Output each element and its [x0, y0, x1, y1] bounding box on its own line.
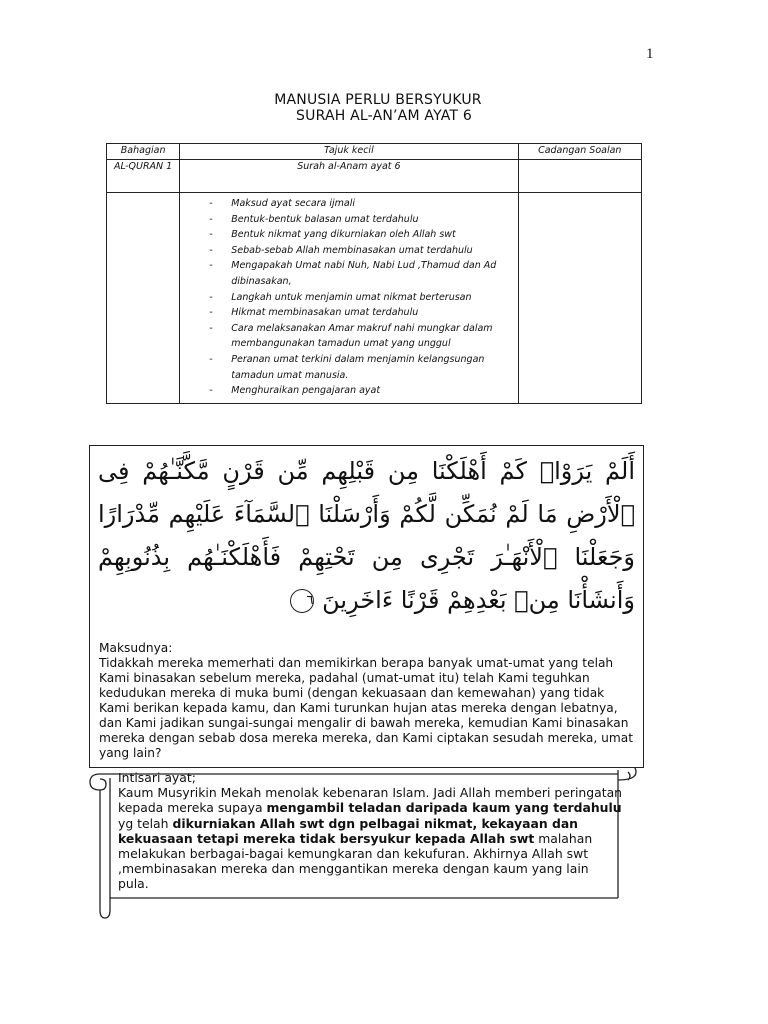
points-cell [180, 193, 518, 404]
intisari-bold-1: mengambil teladan daripada kaum yang terdahulu [266, 800, 622, 816]
list-item: - Sebab-sebab Allah membinasakan umat terdahulu [209, 243, 514, 259]
intisari-text-2: yg telah [118, 815, 173, 831]
header-bahagian: Bahagian [107, 144, 180, 160]
question-cell-empty [518, 193, 641, 404]
list-item: - Mengapakah Umat nabi Nuh, Nabi Lud ,Thamud dan Ad dibinasakan, [209, 258, 514, 289]
table-row [107, 160, 642, 193]
intisari-text-3: malahan melakukan berbagai-bagai kemungkaran dan kekufuran. Akhirnya Allah swt ,membinasakan mereka dan menggantikan mereka dengan kaum yang lain pula. [118, 830, 593, 892]
intisari-label: Intisari ayat; [118, 770, 196, 785]
section-cell-empty [107, 193, 180, 404]
arabic-text: أَلَمْ يَرَوْا۟ كَمْ أَهْلَكْنَا مِن قَبْلِهِم مِّن قَرْنٍ مَّكَّنَّـٰهُمْ فِى ٱلْأَرْضِ مَا لَمْ نُمَكِّن لَّكُمْ وَأَرْسَلْنَا ٱلسَّمَآءَ عَلَيْهِم مِّدْرَارًا وَجَعَلْنَا ٱلْأَنْهَـٰرَ تَجْرِى مِن تَحْتِهِمْ فَأَهْلَكْنَـٰهُم بِذُنُوبِهِمْ وَأَنشَأْنَا مِنۢ بَعْدِهِمْ قَرْنًا ءَاخَرِينَ [98, 457, 635, 614]
list-item: - Bentuk-bentuk balasan umat terdahulu [209, 212, 514, 228]
intisari-paragraph [118, 785, 623, 891]
subtitle-cell: Surah al-Anam ayat 6 [180, 160, 518, 193]
list-item: - Menghuraikan pengajaran ayat [209, 383, 514, 399]
page-title: MANUSIA PERLU BERSYUKUR [274, 92, 482, 108]
header-tajuk-kecil: Tajuk kecil [180, 144, 518, 160]
section-cell: AL-QURAN 1 [107, 160, 180, 193]
verse-meaning [99, 641, 634, 761]
question-cell [518, 160, 641, 193]
meaning-text: Tidakkah mereka memerhati dan memikirkan berapa banyak umat-umat yang telah Kami binasakan sebelum mereka, padahal (umat-umat itu) telah Kami teguhkan kedudukan mereka di muka bumi (dengan kekuasaan dan kemewahan) yang tidak Kami berikan kepada kamu, dan Kami turunkan hujan atas mereka dengan lebatnya, dan Kami jadikan sungai-sungai mengalir di bawah mereka, kemudian Kami binasakan mereka dengan sebab dosa mereka mereka, dan Kami ciptakan sesudah mereka, umat yang lain? [99, 656, 633, 760]
outline-table [106, 143, 642, 404]
table-row [107, 193, 642, 404]
intisari-text [118, 770, 623, 892]
list-item: - Langkah untuk menjamin umat nikmat berterusan [209, 290, 514, 306]
intisari-text-1: Kaum Musyrikin Mekah menolak kebenaran Islam. Jadi Allah memberi peringatan kepada mereka supaya [118, 785, 623, 816]
page-subtitle: SURAH AL-AN’AM AYAT 6 [296, 108, 472, 124]
header-cadangan-soalan: Cadangan Soalan [518, 144, 641, 160]
arabic-verse [98, 450, 635, 622]
points-list [183, 196, 514, 399]
list-item: - Hikmat membinasakan umat terdahulu [209, 305, 514, 321]
list-item: - Cara melaksanakan Amar makruf nahi mungkar dalam membangunakan tamadun umat yang unggul [209, 321, 514, 352]
intisari-scroll [88, 768, 642, 920]
page-number: 1 [646, 46, 654, 62]
ayah-number-mark: ٦ [290, 589, 314, 613]
verse-box [89, 445, 644, 768]
list-item: - Peranan umat terkini dalam menjamin kelangsungan tamadun umat manusia. [209, 352, 514, 383]
list-item: - Bentuk nikmat yang dikurniakan oleh Allah swt [209, 227, 514, 243]
intisari-bold-2: dikurniakan Allah swt dgn pelbagai nikmat, kekayaan dan kekuasaan tetapi mereka tidak bersyukur kepada Allah swt [118, 815, 579, 846]
table-header-row [107, 144, 642, 160]
meaning-label: Maksudnya: [99, 641, 173, 655]
list-item: - Maksud ayat secara ijmali [209, 196, 514, 212]
